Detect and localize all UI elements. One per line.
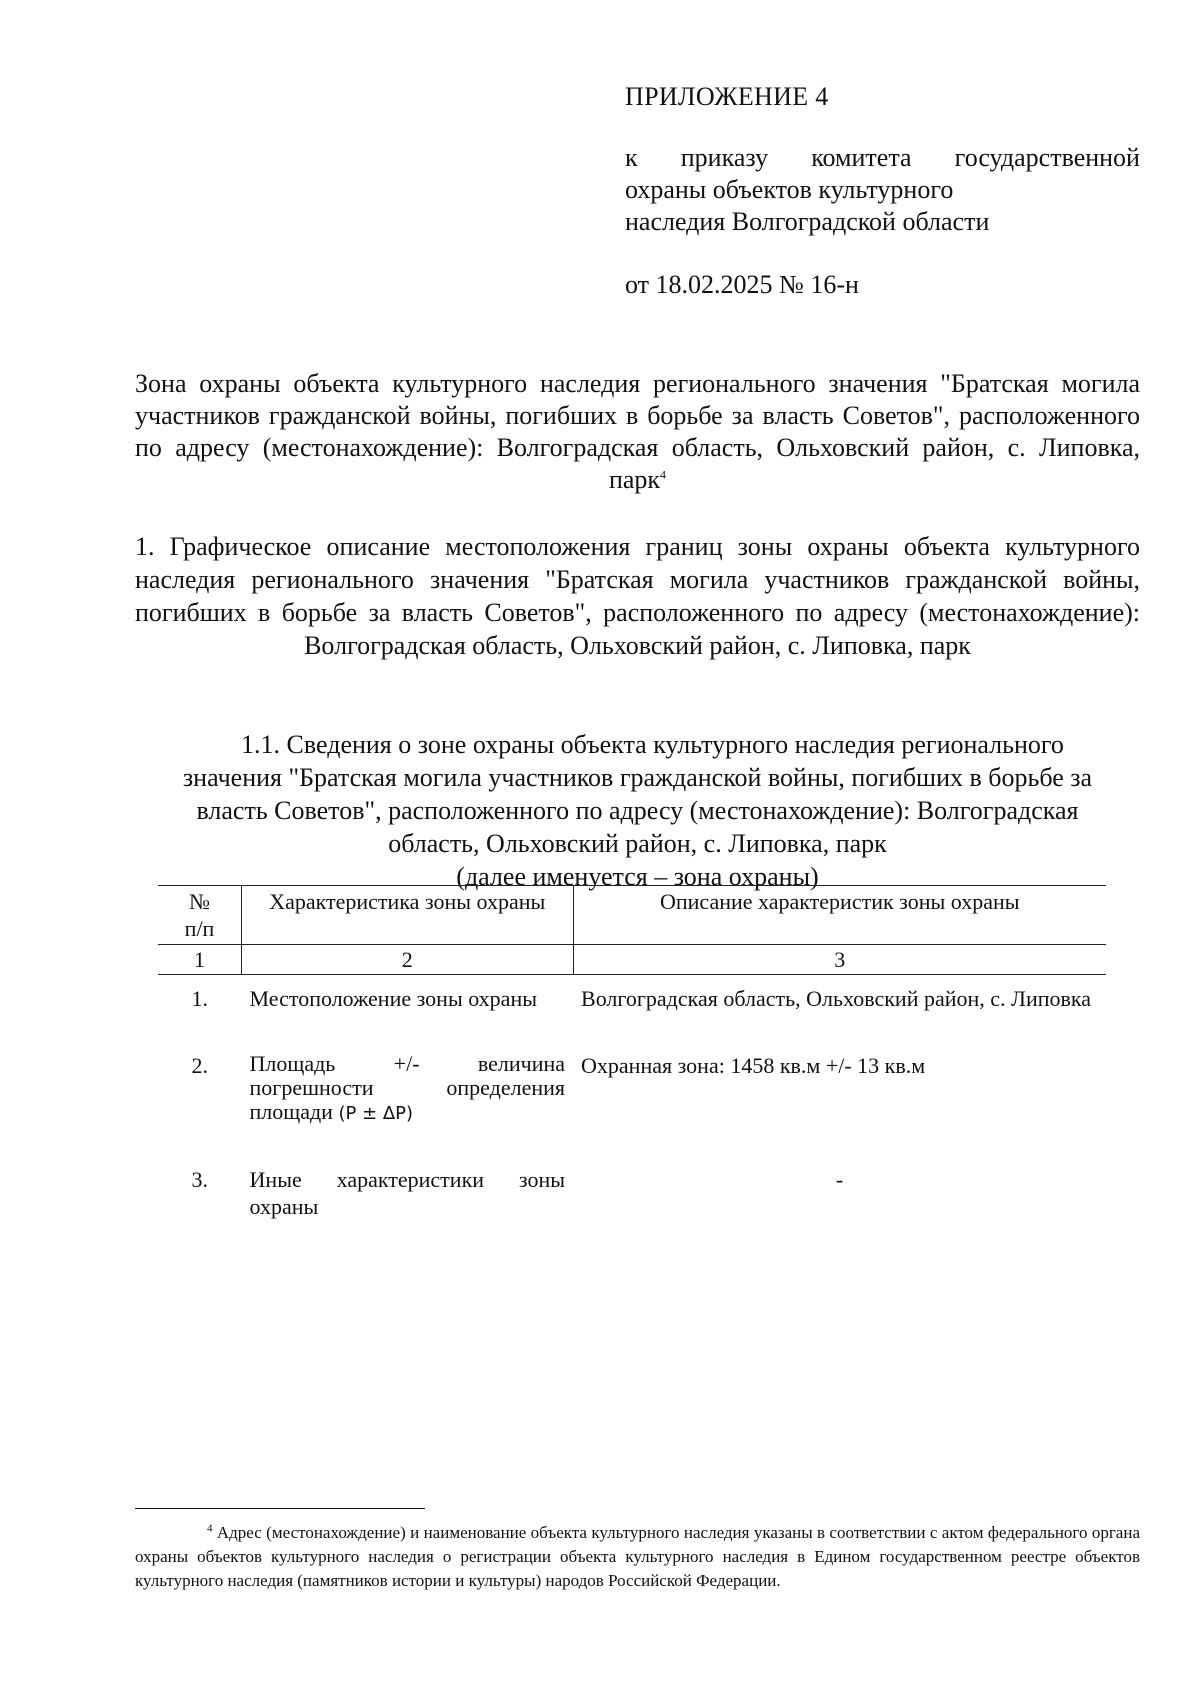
row-description: -: [835, 1167, 844, 1192]
footnote-text: Адрес (местонахождение) и наименование объекта культурного наследия указаны в соответствии с актом федерального органа охраны объектов культурного наследия о регистрации объекта культурного наследия в Едином государственном реестре объектов культурного наследия (памятников истории и культуры) народов Российской Федерации.: [135, 1523, 1140, 1590]
table-row: [158, 1156, 1106, 1250]
zone-title-text: Зона охраны объекта культурного наследия регионального значения "Братская могила участников гражданской войны, погибших в борьбе за власть Советов", расположенного по адресу (местонахождение): Волгоградская область, Ольховский район, с. Липовка, парк: [135, 369, 1140, 494]
section-1-1-heading: [135, 728, 1140, 893]
table-column-numbers-row: [158, 945, 1106, 975]
order-ref-line-2: охраны объектов культурного: [625, 175, 954, 204]
row-characteristic: Местоположение зоны охраны: [249, 986, 537, 1011]
section-1-1-line: 1.1. Сведения о зоне охраны объекта культурного наследия регионального: [241, 730, 1064, 759]
row-description: Волгоградская область, Ольховский район, с. Липовка: [581, 986, 1092, 1011]
table-row: [158, 1042, 1106, 1156]
row-characteristic-text: Площадь +/- величина погрешности определения площади: [249, 1051, 566, 1124]
section-1-1-line: власть Советов", расположенного по адресу (местонахождение): Волгоградская: [196, 796, 1079, 825]
footnote-separator: [135, 1508, 425, 1509]
order-ref-word: приказу: [680, 143, 769, 172]
zone-title: [135, 368, 1140, 496]
row-number: 2.: [191, 1053, 209, 1078]
section-1-1-line: значения "Братская могила участников гражданской войны, погибших в борьбе за: [182, 763, 1093, 792]
zone-characteristics-table: [158, 885, 1106, 1250]
appendix-title: ПРИЛОЖЕНИЕ 4: [625, 82, 829, 111]
order-ref-word: комитета: [811, 143, 912, 172]
area-formula: (P ± ΔP): [338, 1103, 414, 1124]
header-no: [158, 886, 242, 945]
order-ref-line-3: наследия Волгоградской области: [625, 207, 990, 236]
footnote-reference[interactable]: 4: [660, 467, 667, 482]
header-description: Описание характеристик зоны охраны: [573, 886, 1106, 945]
column-number: 2: [242, 945, 574, 975]
footnote: [135, 1521, 1140, 1593]
row-characteristic: Иные характеристики зоны охраны: [249, 1167, 566, 1219]
row-number: 1.: [191, 986, 209, 1011]
column-number: 1: [158, 945, 242, 975]
row-description: Охранная зона: 1458 кв.м +/- 13 кв.м: [581, 1053, 926, 1078]
footnote-mark: 4: [207, 1522, 213, 1535]
order-ref-word: государственной: [954, 143, 1140, 172]
order-reference: [625, 142, 1140, 238]
section-1-1-line: область, Ольховский район, с. Липовка, парк: [388, 829, 887, 858]
section-1-heading: 1. Графическое описание местоположения границ зоны охраны объекта культурного наследия регионального значения "Братская могила участников гражданской войны, погибших в борьбе за власть Советов", расположенного по адресу (местонахождение): Волгоградская область, Ольховский район, с. Липовка, парк: [135, 532, 1140, 660]
row-number: 3.: [191, 1167, 209, 1192]
order-ref-line-1: [625, 142, 1140, 174]
header-no-label: № п/п: [184, 889, 215, 941]
column-number: 3: [573, 945, 1106, 975]
order-ref-word: к: [625, 143, 638, 172]
row-characteristic: [242, 1042, 574, 1156]
order-date: от 18.02.2025 № 16-н: [625, 270, 859, 299]
table-row: [158, 975, 1106, 1043]
header-characteristic: Характеристика зоны охраны: [242, 886, 574, 945]
table-header-row: [158, 886, 1106, 945]
section-1-1-line: (далее именуется – зона охраны): [456, 862, 819, 891]
